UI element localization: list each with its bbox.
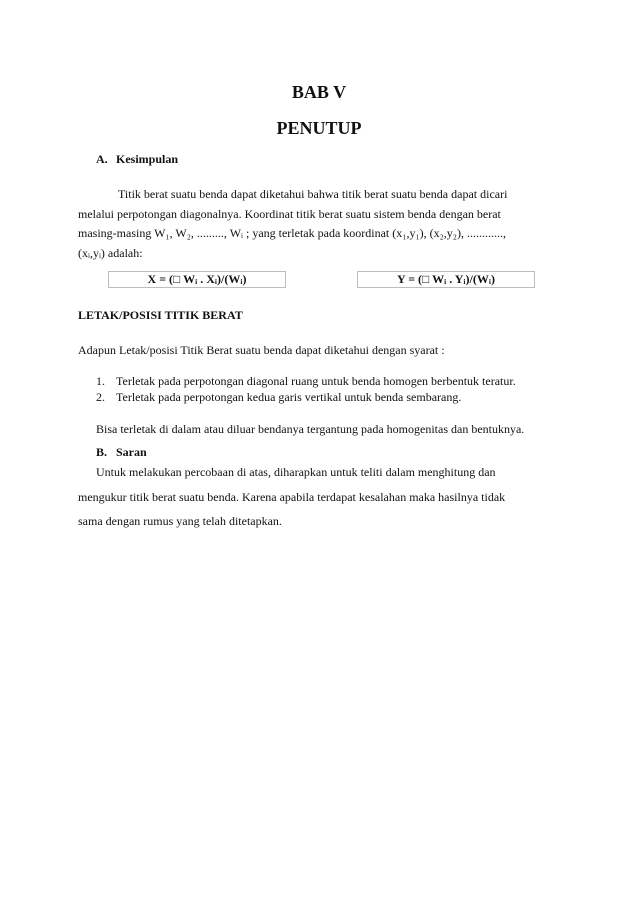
section-b-label: Saran	[116, 445, 147, 459]
letak-note: Bisa terletak di dalam atau diluar bendanya tergantung pada homogenitas dan bentuknya.	[96, 422, 525, 436]
chapter-title: BAB V	[291, 82, 347, 102]
paragraph-line: Untuk melakukan percobaan di atas, diharapkan untuk teliti dalam menghitung dan	[96, 465, 496, 479]
paragraph-line: melalui perpotongan diagonalnya. Koordinat titik berat suatu sistem benda dengan berat	[78, 207, 501, 221]
section-a-number: A.	[96, 152, 108, 166]
letak-heading: LETAK/POSISI TITIK BERAT	[78, 308, 243, 322]
paragraph-line: sama dengan rumus yang telah ditetapkan.	[78, 514, 282, 528]
list-item	[96, 374, 516, 388]
list-item-number: 1.	[96, 374, 105, 388]
section-a-label: Kesimpulan	[116, 152, 179, 166]
list-item-text: Terletak pada perpotongan kedua garis vertikal untuk benda sembarang.	[116, 390, 462, 404]
formula-y-box: Y = (□ Wᵢ . Yᵢ)/(Wᵢ)	[357, 271, 535, 288]
list-item	[96, 390, 461, 404]
paragraph-line: Titik berat suatu benda dapat diketahui bahwa titik berat suatu benda dapat dicari	[118, 187, 508, 201]
list-item-number: 2.	[96, 390, 105, 404]
letak-intro: Adapun Letak/posisi Titik Berat suatu benda dapat diketahui dengan syarat :	[78, 343, 445, 357]
section-a-heading	[96, 152, 178, 166]
list-item-text: Terletak pada perpotongan diagonal ruang untuk benda homogen berbentuk teratur.	[116, 374, 516, 388]
chapter-subtitle: PENUTUP	[276, 118, 362, 138]
formula-x-box: X = (□ Wᵢ . Xᵢ)/(Wᵢ)	[108, 271, 286, 288]
paragraph-line: (xᵢ,yᵢ) adalah:	[78, 246, 143, 260]
paragraph-line: masing-masing W₁, W₂, ........., Wᵢ ; yang terletak pada koordinat (x₁,y₁), (x₂,y₂), ............,	[78, 226, 506, 240]
section-b-heading	[96, 445, 147, 459]
section-b-number: B.	[96, 445, 108, 459]
paragraph-line: mengukur titik berat suatu benda. Karena apabila terdapat kesalahan maka hasilnya tidak	[78, 490, 506, 504]
